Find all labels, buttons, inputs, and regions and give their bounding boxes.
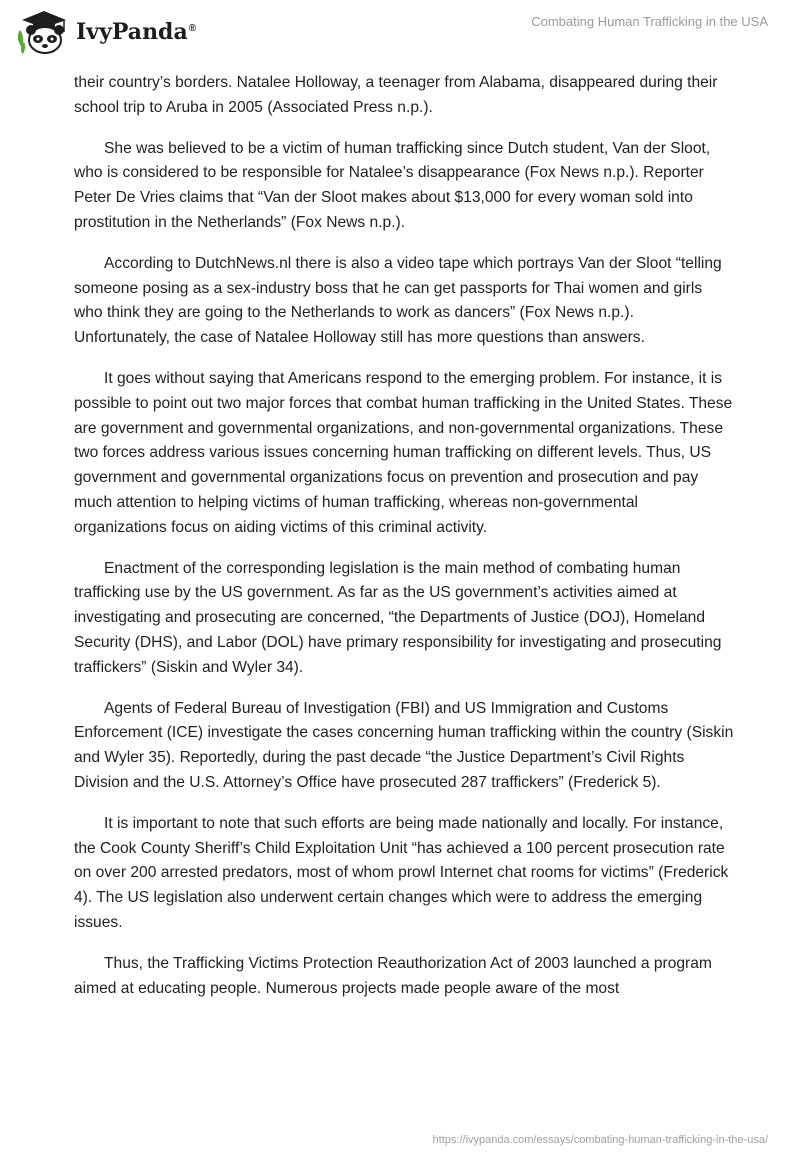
ivypanda-logo[interactable]: [14, 8, 204, 56]
essay-body: [74, 71, 734, 1017]
paragraph: She was believed to be a victim of human trafficking since Dutch student, Van der Sloot, who is considered to be responsible for Natalee’s disappearance (Fox News n.p.). Reporter Peter De Vries claims that “Van der Sloot makes about $13,000 for every woman sold into prostitution in the Netherlands” (Fox News n.p.).: [74, 139, 711, 231]
document-title: Combating Human Trafficking in the USA: [531, 14, 768, 29]
paragraph: Thus, the Trafficking Victims Protection Reauthorization Act of 2003 launched a program aimed at educating people. Numerous projects made people aware of the most: [74, 954, 712, 997]
paragraph: their country’s borders. Natalee Holloway, a teenager from Alabama, disappeared during their school trip to Aruba in 2005 (Associated Press n.p.).: [74, 74, 718, 116]
registered-mark: ®: [188, 22, 197, 34]
paragraph: It is important to note that such efforts are being made nationally and locally. For instance, the Cook County Sheriff’s Child Exploitation Unit “has achieved a 100 percent prosecution rate on over 200 arrested predators, most of whom prowl Internet chat rooms for victims” (Frederick 4). The US legislation also underwent certain changes which were to address the emerging issues.: [74, 814, 729, 931]
paragraph: Enactment of the corresponding legislation is the main method of combating human trafficking use by the US government. As far as the US government’s activities aimed at investigating and prosecuting are concerned, “the Departments of Justice (DOJ), Homeland Security (DHS), and Labor (DOL) have primary responsibility for investigating and prosecuting traffickers” (Siskin and Wyler 34).: [74, 559, 722, 676]
page-header: [0, 0, 800, 62]
paragraph: According to DutchNews.nl there is also a video tape which portrays Van der Sloot “telling someone posing as a sex-industry boss that he can get passports for Thai women and girls who think they are going to the Netherlands to work as dancers” (Fox News n.p.). Unfortunately, the case of Natalee Holloway still has more questions than answers.: [74, 254, 722, 347]
brand-name: IvyPanda®: [76, 19, 197, 45]
panda-graduate-icon: [14, 8, 70, 56]
source-url[interactable]: https://ivypanda.com/essays/combating-human-trafficking-in-the-usa/: [432, 1134, 768, 1146]
paragraph: Agents of Federal Bureau of Investigation (FBI) and US Immigration and Customs Enforcement (ICE) investigate the cases concerning human trafficking within the country (Siskin and Wyler 35). Reportedly, during the past decade “the Justice Department’s Civil Rights Division and the U.S. Attorney’s Office have prosecuted 287 traffickers” (Frederick 5).: [74, 699, 734, 791]
paragraph: It goes without saying that Americans respond to the emerging problem. For instance, it is possible to point out two major forces that combat human trafficking in the United States. These are government and governmental organizations, and non-governmental organizations. These two forces address various issues concerning human trafficking on different levels. Thus, US government and governmental organizations focus on prevention and prosecution and pay much attention to helping victims of human trafficking, whereas non-governmental organizations focus on aiding victims of this criminal activity.: [74, 369, 733, 536]
